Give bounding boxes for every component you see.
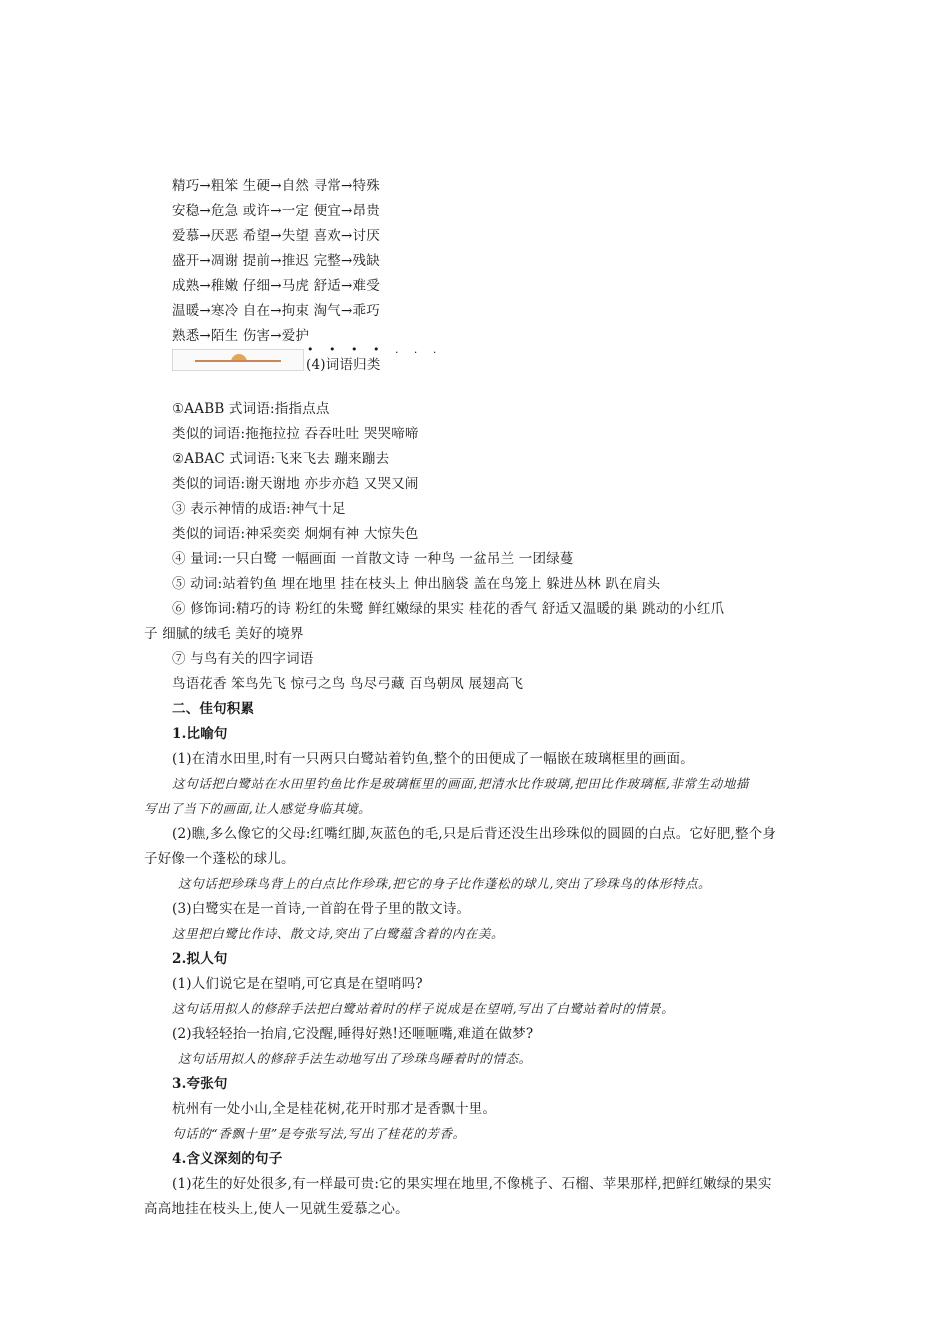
simile-sentence-1: (1)在清水田里,时有一只两只白鹭站着钓鱼,整个的田便成了一幅嵌在玻璃框里的画面。 [172,751,694,767]
classification-line-10: 子 细腻的绒毛 美好的境界 [144,626,304,642]
personification-sentence-2: (2)我轻轻抬一抬肩,它没醒,睡得好熟!还咂咂嘴,难道在做梦? [172,1026,534,1042]
meaning-sentence-1b: 高高地挂在枝头上,使人一见就生爱慕之心。 [144,1201,409,1217]
antonym-line-6: 温暖→寒冷 自在→拘束 淘气→乖巧 [172,303,380,319]
classification-line-1: ①AABB 式词语:指指点点 [172,401,330,417]
exaggeration-note: 句话的“香飘十里”是夸张写法,写出了桂花的芳香。 [172,1126,466,1141]
simile-sentence-3: (3)白鹭实在是一首诗,一首韵在骨子里的散文诗。 [172,901,471,917]
simile-note-3: 这里把白鹭比作诗、散文诗,突出了白鹭蕴含着的内在美。 [172,926,505,941]
simile-note-2: 这句话把珍珠鸟背上的白点比作珍珠,把它的身子比作蓬松的球儿,突出了珍珠鸟的体形特点。 [178,876,712,891]
exaggeration-sentence: 杭州有一处小山,全是桂花树,花开时那才是香飘十里。 [172,1101,497,1117]
section-4-title: (4)词语归类 [306,357,381,373]
meaning-sentence-1a: (1)花生的好处很多,有一样最可贵:它的果实埋在地里,不像桃子、石榴、苹果那样,把鲜红嫩绿的果实 [172,1176,772,1192]
classification-line-11: ⑦ 与鸟有关的四字词语 [172,651,314,667]
classification-line-6: 类似的词语:神采奕奕 炯炯有神 大惊失色 [172,526,419,542]
simile-heading: 1.比喻句 [172,726,228,742]
dot-leader: • • • • . . . [307,343,443,356]
banner-divider [195,360,281,362]
classification-line-12: 鸟语花香 笨鸟先飞 惊弓之鸟 鸟尽弓藏 百鸟朝凤 展翅高飞 [172,676,524,692]
antonym-line-7: 熟悉→陌生 伤害→爱护 [172,328,310,344]
personification-note-2: 这句话用拟人的修辞手法生动地写出了珍珠鸟睡着时的情态。 [178,1051,532,1066]
classification-line-7: ④ 量词:一只白鹭 一幅画面 一首散文诗 一种鸟 一盆吊兰 一团绿蔓 [172,551,574,567]
personification-sentence-1: (1)人们说它是在望哨,可它真是在望哨吗? [172,976,423,992]
classification-line-3: ②ABAC 式词语:飞来飞去 蹦来蹦去 [172,451,390,467]
antonym-line-1: 精巧→粗笨 生硬→自然 寻常→特殊 [172,178,380,194]
personification-heading: 2.拟人句 [172,951,228,967]
simile-note-1b: 写出了当下的画面,让人感觉身临其境。 [144,801,372,816]
antonym-line-3: 爱慕→厌恶 希望→失望 喜欢→讨厌 [172,228,380,244]
simile-sentence-2b: 子好像一个蓬松的球儿。 [144,851,295,867]
antonym-line-2: 安稳→危急 或许→一定 便宜→昂贵 [172,203,380,219]
exaggeration-heading: 3.夸张句 [172,1076,228,1092]
simile-note-1a: 这句话把白鹭站在水田里钓鱼比作是玻璃框里的画面,把清水比作玻璃,把田比作玻璃框,非常生动地描 [172,776,750,791]
classification-line-4: 类似的词语:谢天谢地 亦步亦趋 又哭又闹 [172,476,419,492]
antonym-line-5: 成熟→稚嫩 仔细→马虎 舒适→难受 [172,278,380,294]
personification-note-1: 这句话用拟人的修辞手法把白鹭站着时的样子说成是在望哨,写出了白鹭站着时的情景。 [172,1001,675,1016]
classification-line-2: 类似的词语:拖拖拉拉 吞吞吐吐 哭哭啼啼 [172,426,419,442]
classification-line-5: ③ 表示神情的成语:神气十足 [172,501,346,517]
classification-line-8: ⑤ 动词:站着钓鱼 埋在地里 挂在枝头上 伸出脑袋 盖在鸟笼上 躲进丛林 趴在肩头 [172,576,661,592]
section-2-heading: 二、佳句积累 [172,701,255,717]
antonym-line-4: 盛开→凋谢 提前→推迟 完整→残缺 [172,253,380,269]
simile-sentence-2a: (2)瞧,多么像它的父母:红嘴红脚,灰蓝色的毛,只是后背还没生出珍珠似的圆圆的白点。它好肥,整个身 [172,826,777,842]
decorative-banner-image [172,349,304,371]
meaning-heading: 4.含义深刻的句子 [172,1151,283,1167]
classification-line-9: ⑥ 修饰词:精巧的诗 粉红的朱鹭 鲜红嫩绿的果实 桂花的香气 舒适又温暖的巢 跳动的小红爪 [172,601,725,617]
